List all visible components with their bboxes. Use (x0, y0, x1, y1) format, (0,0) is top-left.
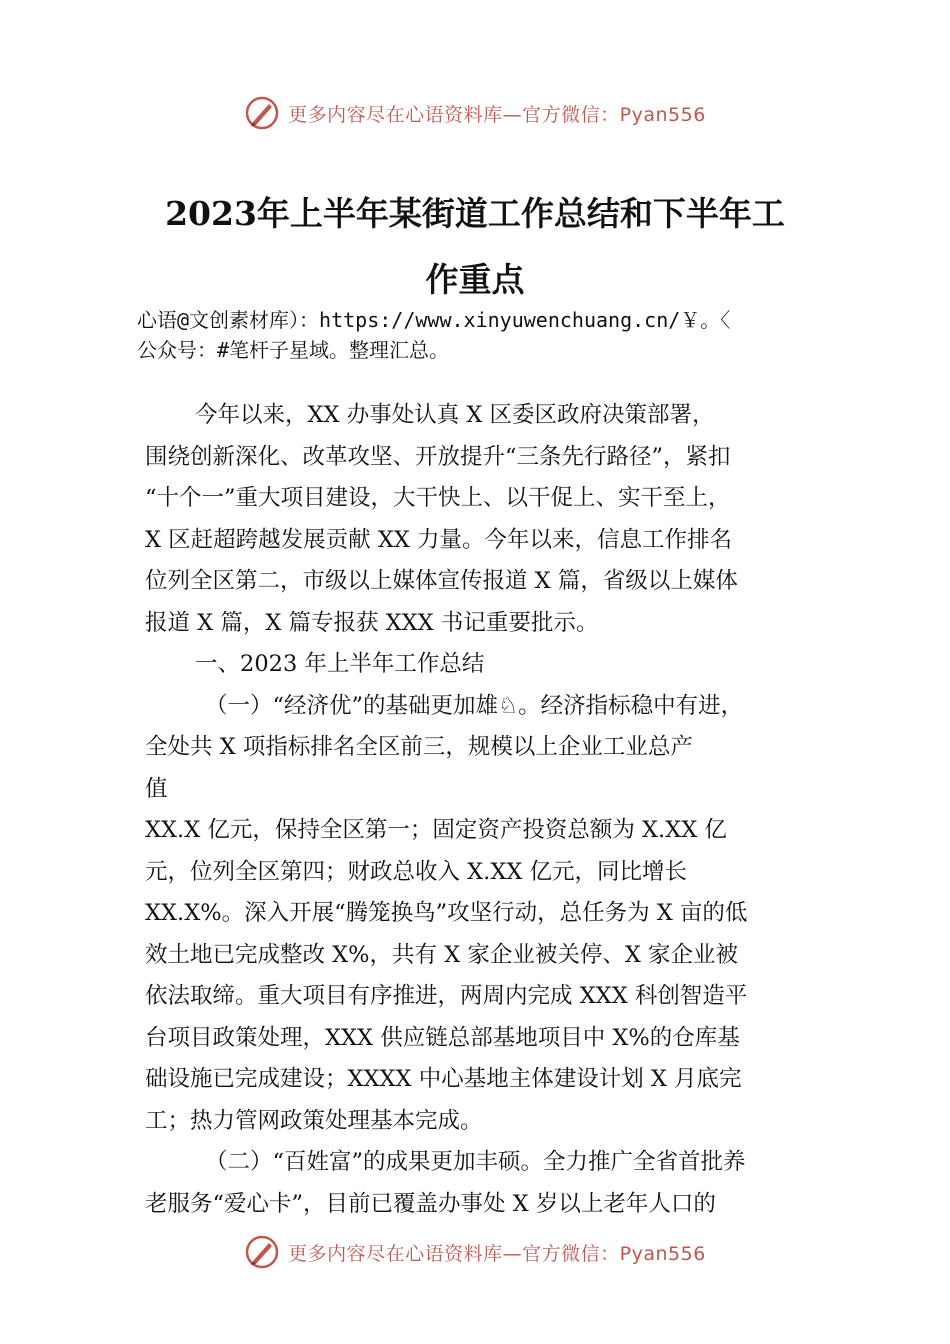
body-line: 工；热力管网政策处理基本完成。 (145, 1107, 483, 1134)
header-watermark-banner (0, 93, 950, 133)
body-line: 今年以来，XX 办事处认真 X 区委区政府决策部署， (195, 402, 715, 428)
body-line: 报道 X 篇，X 篇专报获 XXX 书记重要批示。 (145, 609, 599, 636)
source-note (137, 305, 837, 365)
body-line: 老服务“爱心卡”，目前已覆盖办事处 X 岁以上老年人口的 (145, 1190, 716, 1217)
body-line: 效土地已完成整改 X%，共有 X 家企业被关停、X 家企业被 (145, 941, 739, 968)
pen-logo-icon (244, 1234, 280, 1270)
banner-text: 更多内容尽在心语资料库—官方微信：Pyan556 (288, 103, 706, 126)
body-line: 元，位列全区第四；财政总收入 X.XX 亿元，同比增长 (145, 858, 688, 885)
footer-watermark-banner (0, 1232, 950, 1272)
body-line: 础设施已完成建设；XXXX 中心基地主体建设计划 X 月底完 (145, 1066, 742, 1092)
body-line: XX.X 亿元，保持全区第一；固定资产投资总额为 X.XX 亿 (145, 817, 727, 843)
body-line: （一）“经济优”的基础更加雄♘。经济指标稳中有进， (205, 692, 744, 719)
source-note-line-2: 公众号：#笔杆子星域。整理汇总。 (137, 338, 450, 362)
body-line: X 区赶超跨越发展贡献 XX 力量。今年以来，信息工作排名 (145, 526, 733, 553)
document-title (0, 181, 950, 313)
pen-logo-icon (244, 95, 280, 131)
body-line: 围绕创新深化、改革攻坚、开放提升“三条先行路径”，紧扣 (145, 443, 731, 470)
body-line: 值 (145, 775, 168, 802)
title-line-1: 2023年上半年某街道工作总结和下半年工 (165, 194, 785, 233)
title-line-2: 作重点 (425, 260, 525, 299)
body-line: 台项目政策处理，XXX 供应链总部基地项目中 X%的仓库基 (145, 1024, 740, 1051)
body-line: （二）“百姓富”的成果更加丰硕。全力推广全省首批养 (205, 1149, 746, 1175)
body-line: 依法取缔。重大项目有序推进，两周内完成 XXX 科创智造平 (145, 983, 748, 1009)
body-line: XX.X%。深入开展“腾笼换鸟”攻坚行动，总任务为 X 亩的低 (145, 900, 748, 926)
document-body (145, 395, 845, 1225)
banner-text: 更多内容尽在心语资料库—官方微信：Pyan556 (288, 1242, 706, 1265)
section-heading: 一、2023 年上半年工作总结 (195, 651, 485, 677)
body-line: 全处共 X 项指标排名全区前三，规模以上企业工业总产 (145, 734, 693, 760)
body-line: 位列全区第二，市级以上媒体宣传报道 X 篇，省级以上媒体 (145, 568, 738, 594)
body-line: “十个一”重大项目建设，大干快上、以干促上、实干至上， (145, 485, 731, 511)
source-note-line-1: 心语@文创素材库）：https://www.xinyuwenchuang.cn/￥。〈 (137, 308, 731, 332)
